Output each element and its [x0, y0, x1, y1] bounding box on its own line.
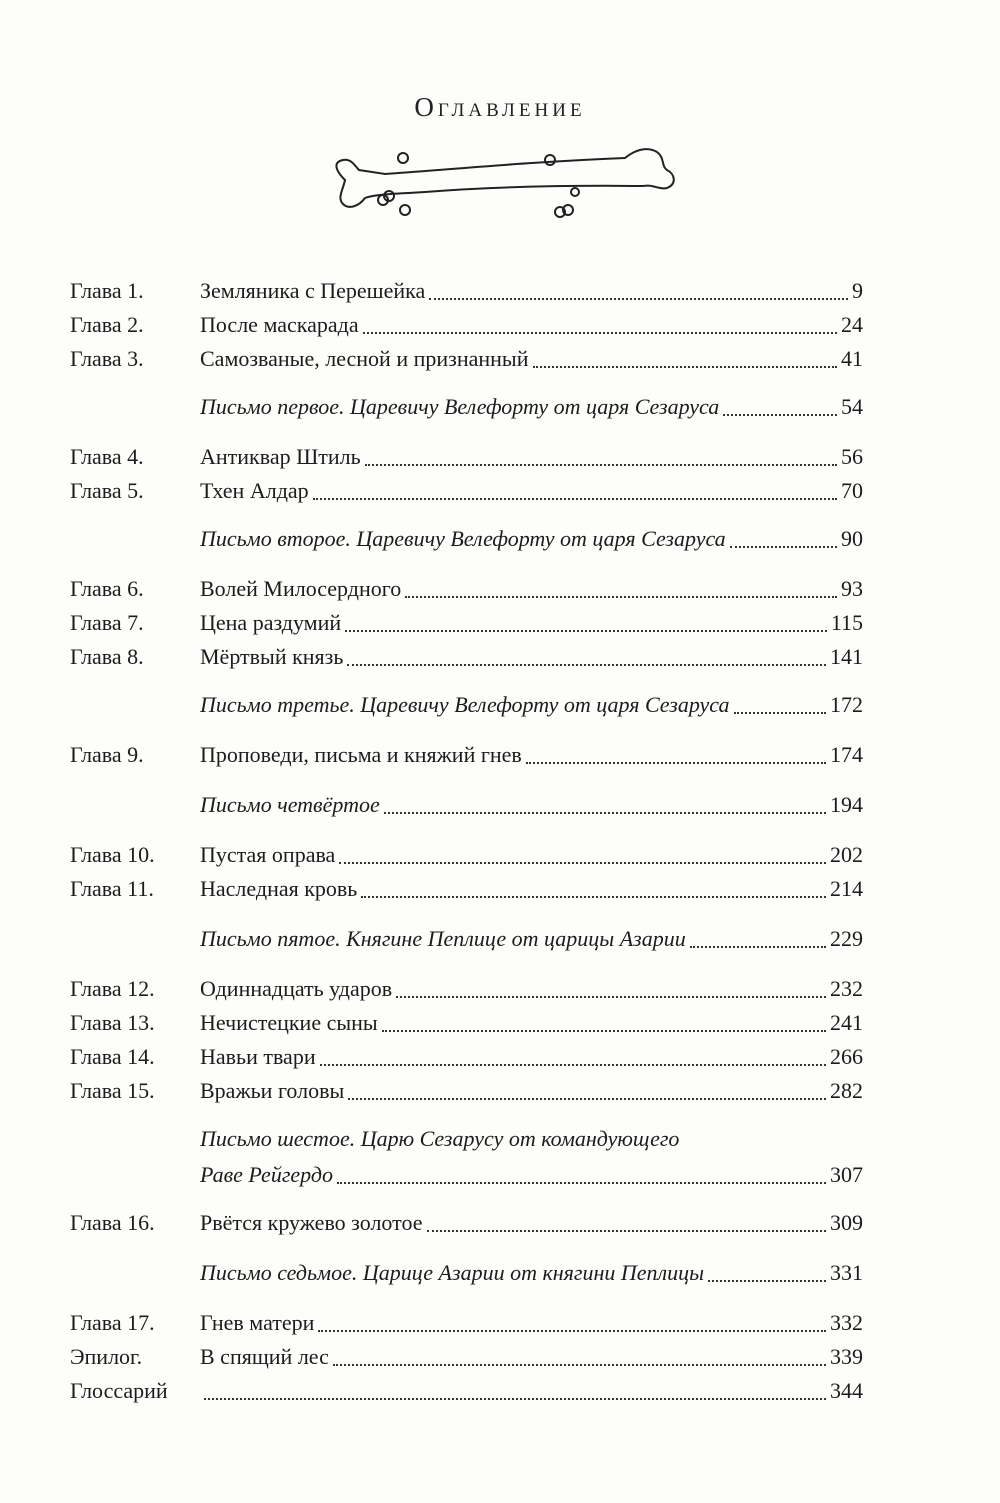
toc-title-line1: Письмо шестое. Царю Сезарусу от командующего: [200, 1126, 680, 1151]
toc-page: 172: [830, 692, 863, 717]
toc-page: 307: [830, 1162, 863, 1187]
toc-page: 54: [841, 394, 863, 419]
leader-dots: [337, 1182, 826, 1184]
toc-label: Глава 5.: [70, 478, 144, 503]
leader-dots: [427, 1230, 827, 1232]
leader-dots: [363, 332, 837, 334]
toc-page: 332: [830, 1310, 863, 1335]
toc-page: 344: [830, 1378, 863, 1403]
toc-label: Глава 14.: [70, 1044, 155, 1069]
leader-dots: [526, 762, 826, 764]
toc-page: 70: [841, 478, 863, 503]
toc-title: Самозваные, лесной и признанный: [200, 346, 529, 371]
toc-page: 266: [830, 1044, 863, 1069]
toc-title: Мёртвый князь: [200, 644, 344, 669]
toc-label: Глава 3.: [70, 346, 144, 371]
toc-page: 229: [830, 926, 863, 951]
toc-page: 339: [830, 1344, 863, 1369]
toc-title: Нечистецкие сыны: [200, 1010, 378, 1035]
toc-label: Глава 13.: [70, 1010, 155, 1035]
toc-title: Одиннадцать ударов: [200, 976, 393, 1001]
toc-label: Глава 12.: [70, 976, 155, 1001]
toc-title: Письмо седьмое. Царице Азарии от княгини Пеплицы: [200, 1260, 705, 1285]
toc-title: Вражьи головы: [200, 1078, 345, 1103]
leader-dots: [339, 862, 826, 864]
toc-page: 56: [841, 444, 863, 469]
leader-dots: [365, 464, 837, 466]
toc-title: Земляника с Перешейка: [200, 278, 426, 303]
toc-title: Письмо третье. Царевичу Велефорту от царя Сезаруса: [200, 692, 730, 717]
toc-label: Глава 7.: [70, 610, 144, 635]
toc-label: Глава 17.: [70, 1310, 155, 1335]
leader-dots: [734, 712, 827, 714]
toc-title: Раве Рейгердо: [200, 1162, 334, 1187]
toc-page: 115: [830, 610, 863, 635]
toc-page: 282: [830, 1078, 863, 1103]
toc-title: Гнев матери: [200, 1310, 315, 1335]
toc-label: Глава 10.: [70, 842, 155, 867]
toc-title: После маскарада: [200, 312, 359, 337]
toc-label: Глава 4.: [70, 444, 144, 469]
toc-title: Тхен Алдар: [200, 478, 309, 503]
leader-dots: [708, 1280, 826, 1282]
toc-title: В спящий лес: [200, 1344, 329, 1369]
leader-dots: [429, 298, 848, 300]
toc-title: Письмо четвёртое: [200, 792, 380, 817]
toc-page: 194: [830, 792, 863, 817]
toc-label: Глава 2.: [70, 312, 144, 337]
leader-dots: [730, 546, 837, 548]
leader-dots: [318, 1330, 826, 1332]
leader-dots: [204, 1398, 826, 1400]
toc-label: Глава 16.: [70, 1210, 155, 1235]
leader-dots: [348, 1098, 826, 1100]
toc-page: 214: [830, 876, 863, 901]
toc-label: Глава 9.: [70, 742, 144, 767]
leader-dots: [690, 946, 826, 948]
leader-dots: [384, 812, 826, 814]
toc-title: Рвётся кружево золотое: [200, 1210, 423, 1235]
leader-dots: [533, 366, 838, 368]
toc-page: 232: [830, 976, 863, 1001]
page-title: Оглавление: [414, 92, 586, 122]
leader-dots: [405, 596, 837, 598]
leader-dots: [396, 996, 826, 998]
toc-page: 202: [830, 842, 863, 867]
leader-dots: [320, 1064, 826, 1066]
toc-label: Глава 11.: [70, 876, 154, 901]
toc-label: Глоссарий: [70, 1378, 168, 1403]
toc-title: Проповеди, письма и княжий гнев: [200, 742, 522, 767]
toc-label: Глава 15.: [70, 1078, 155, 1103]
toc-page: 93: [841, 576, 863, 601]
toc-title: Волей Милосердного: [200, 576, 402, 601]
toc-page: 309: [830, 1210, 863, 1235]
leader-dots: [313, 498, 837, 500]
leader-dots: [723, 414, 837, 416]
toc-label: Эпилог.: [70, 1344, 143, 1369]
toc-page: 241: [830, 1010, 863, 1035]
toc-title: Письмо второе. Царевичу Велефорту от царя Сезаруса: [200, 526, 726, 551]
toc-title: Антиквар Штиль: [200, 444, 361, 469]
leader-dots: [333, 1364, 826, 1366]
leader-dots: [361, 896, 826, 898]
toc-page: 174: [830, 742, 863, 767]
toc-page: 90: [841, 526, 863, 551]
toc-label: Глава 6.: [70, 576, 144, 601]
toc-page: 141: [830, 644, 863, 669]
toc-title: Наследная кровь: [200, 876, 358, 901]
toc-title: Навьи твари: [200, 1044, 316, 1069]
toc-label: Глава 8.: [70, 644, 144, 669]
toc-title: Письмо первое. Царевичу Велефорту от царя Сезаруса: [200, 394, 720, 419]
toc-page: 24: [841, 312, 863, 337]
toc-label: Глава 1.: [70, 278, 144, 303]
toc-title: Пустая оправа: [200, 842, 336, 867]
bone-icon: [325, 140, 685, 220]
toc-page: 41: [841, 346, 863, 371]
toc-page: 331: [830, 1260, 863, 1285]
leader-dots: [345, 630, 827, 632]
leader-dots: [382, 1030, 826, 1032]
toc-page: 9: [852, 278, 863, 303]
toc-title: Цена раздумий: [200, 610, 342, 635]
leader-dots: [347, 664, 826, 666]
toc-title: Письмо пятое. Княгине Пеплице от царицы Азарии: [200, 926, 686, 951]
